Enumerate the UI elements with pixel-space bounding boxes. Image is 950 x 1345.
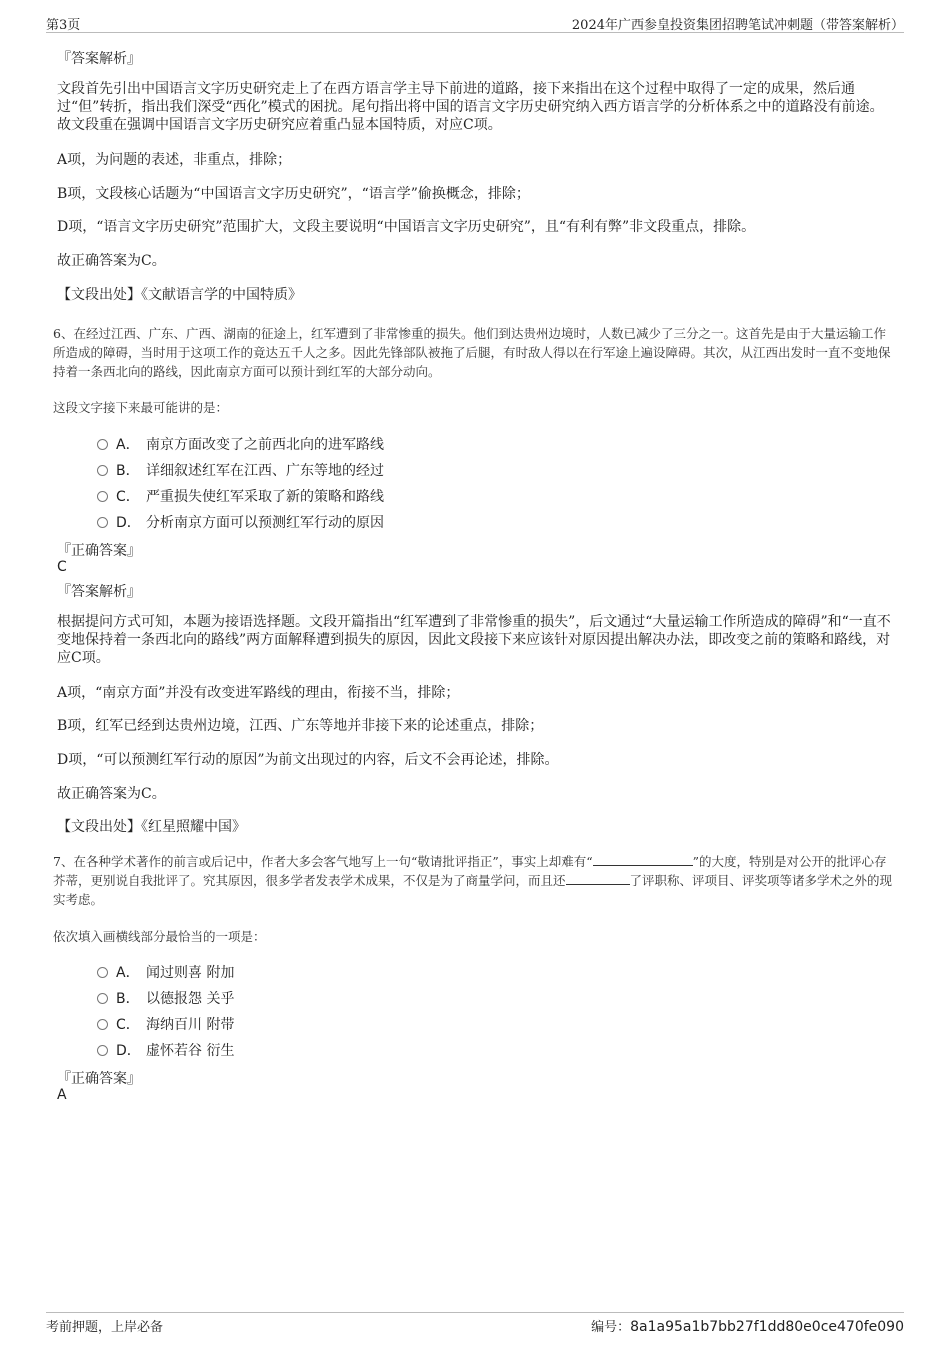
q6-analysis-a: A项，“南京方面”并没有改变进军路线的理由，衔接不当，排除； bbox=[57, 685, 460, 701]
footer-code bbox=[591, 1316, 904, 1335]
q7-option-d[interactable] bbox=[97, 1040, 234, 1060]
radio-icon[interactable] bbox=[97, 967, 108, 978]
q6-analysis-paragraph: 根据提问方式可知，本题为接语选择题。文段开篇指出“红军遭到了非常惨重的损失”，后文通过“大量运输工作所造成的障碍”和“一直不变地保持着一条西北向的路线”两方面解释遭到损失的原因，因此文段接下来应该针对原因提出解决办法，即改变之前的策略和路线，对应C项。 bbox=[57, 614, 891, 666]
radio-icon[interactable] bbox=[97, 1019, 108, 1030]
q7-option-a[interactable] bbox=[97, 962, 234, 982]
option-letter: A． bbox=[116, 437, 140, 453]
option-letter: D． bbox=[116, 515, 141, 531]
q7-stem-part-3: 了评职称、评项目、评奖项等诸多学术之外的现实考虑。 bbox=[53, 873, 893, 907]
q5-analysis-paragraph: 文段首先引出中国语言文字历史研究走上了在西方语言学主导下前进的道路，接下来指出在这个过程中取得了一定的成果，然后通过“但”转折，指出我们深受“西化”模式的困扰。尾句指出将中国的语言文字历史研究纳入西方语言学的分析体系之中的道路没有前途。故文段重在强调中国语言文字历史研究应着重凸显本国特质，对应C项。 bbox=[57, 81, 884, 133]
code-label: 编号： bbox=[591, 1320, 631, 1335]
radio-icon[interactable] bbox=[97, 491, 108, 502]
page-footer bbox=[46, 1312, 904, 1336]
option-text: 海纳百川 附带 bbox=[146, 1017, 235, 1033]
option-letter: B． bbox=[116, 991, 140, 1007]
option-letter: D． bbox=[116, 1043, 141, 1059]
q7-option-b[interactable] bbox=[97, 988, 234, 1008]
document-title: 2024年广西参皇投资集团招聘笔试冲刺题（带答案解析） bbox=[571, 18, 904, 33]
page-number: 第3页 bbox=[46, 18, 81, 33]
footer-slogan: 考前押题，上岸必备 bbox=[46, 1320, 164, 1335]
q5-analysis-a: A项，为问题的表述，非重点，排除； bbox=[57, 152, 292, 168]
q7-stem bbox=[53, 852, 898, 909]
radio-icon[interactable] bbox=[97, 993, 108, 1004]
q7-option-c[interactable] bbox=[97, 1014, 234, 1034]
option-text: 南京方面改变了之前西北向的进军路线 bbox=[146, 437, 384, 453]
q7-stem-part-2: ”的大度，特别是对公开的批评心存芥蒂，更别说自我批评了。究其原因，很多学者发表学术成果，不仅是为了商量学问，而且还 bbox=[53, 854, 887, 888]
code-value: 8a1a95a1b7bb27f1dd80e0ce470fe090 bbox=[630, 1319, 904, 1335]
q5-source: 【文段出处】《文献语言学的中国特质》 bbox=[57, 287, 302, 303]
option-text: 闻过则喜 附加 bbox=[146, 965, 235, 981]
q6-analysis-b: B项，红军已经到达贵州边境，江西、广东等地并非接下来的论述重点，排除； bbox=[57, 718, 544, 734]
q5-conclusion: 故正确答案为C。 bbox=[57, 253, 166, 269]
q6-analysis-label: 『答案解析』 bbox=[57, 584, 141, 600]
q7-answer-label: 『正确答案』 bbox=[57, 1071, 141, 1087]
q6-option-b[interactable] bbox=[97, 460, 384, 480]
option-text: 详细叙述红军在江西、广东等地的经过 bbox=[146, 463, 384, 479]
q6-analysis-d: D项，“可以预测红军行动的原因”为前文出现过的内容，后文不会再论述，排除。 bbox=[57, 752, 559, 768]
radio-icon[interactable] bbox=[97, 1045, 108, 1056]
q7-question: 依次填入画横线部分最恰当的一项是： bbox=[53, 929, 266, 944]
q5-analysis-b: B项，文段核心话题为“中国语言文字历史研究”，“语言学”偷换概念，排除； bbox=[57, 186, 530, 202]
q7-answer: A bbox=[57, 1087, 67, 1103]
option-text: 以德报怨 关乎 bbox=[146, 991, 235, 1007]
q6-option-c[interactable] bbox=[97, 486, 384, 506]
q7-stem-part-1: 7、在各种学术著作的前言或后记中，作者大多会客气地写上一句“敬请批评指正”，事实上却难有“ bbox=[53, 854, 593, 869]
fill-blank-2[interactable] bbox=[566, 872, 630, 885]
q5-analysis-d: D项，“语言文字历史研究”范围扩大，文段主要说明“中国语言文字历史研究”，且“有利有弊”非文段重点，排除。 bbox=[57, 219, 756, 235]
fill-blank-1[interactable] bbox=[593, 853, 693, 866]
q6-conclusion: 故正确答案为C。 bbox=[57, 786, 166, 802]
q6-source: 【文段出处】《红星照耀中国》 bbox=[57, 819, 246, 835]
option-text: 分析南京方面可以预测红军行动的原因 bbox=[146, 515, 384, 531]
q5-analysis-label: 『答案解析』 bbox=[57, 51, 141, 67]
option-letter: C． bbox=[116, 1017, 140, 1033]
option-text: 严重损失使红军采取了新的策略和路线 bbox=[146, 489, 384, 505]
option-letter: C． bbox=[116, 489, 140, 505]
option-letter: A． bbox=[116, 965, 140, 981]
radio-icon[interactable] bbox=[97, 517, 108, 528]
option-text: 虚怀若谷 衍生 bbox=[146, 1043, 235, 1059]
q6-option-a[interactable] bbox=[97, 434, 384, 454]
q6-stem: 6、在经过江西、广东、广西、湖南的征途上，红军遭到了非常惨重的损失。他们到达贵州边境时，人数已减少了三分之一。这首先是由于大量运输工作所造成的障碍，当时用于这项工作的竟达五千人之多。因此先锋部队被拖了后腿，有时敌人得以在行军途上遍设障碍。其次，从江西出发时一直不变地保持着一条西北向的路线，因此南京方面可以预计到红军的大部分动向。 bbox=[53, 326, 891, 379]
q6-option-d[interactable] bbox=[97, 512, 384, 532]
q6-question: 这段文字接下来最可能讲的是： bbox=[53, 400, 229, 415]
radio-icon[interactable] bbox=[97, 439, 108, 450]
q6-answer: C bbox=[57, 559, 67, 575]
q6-answer-label: 『正确答案』 bbox=[57, 543, 141, 559]
page-header bbox=[46, 14, 904, 33]
option-letter: B． bbox=[116, 463, 140, 479]
radio-icon[interactable] bbox=[97, 465, 108, 476]
